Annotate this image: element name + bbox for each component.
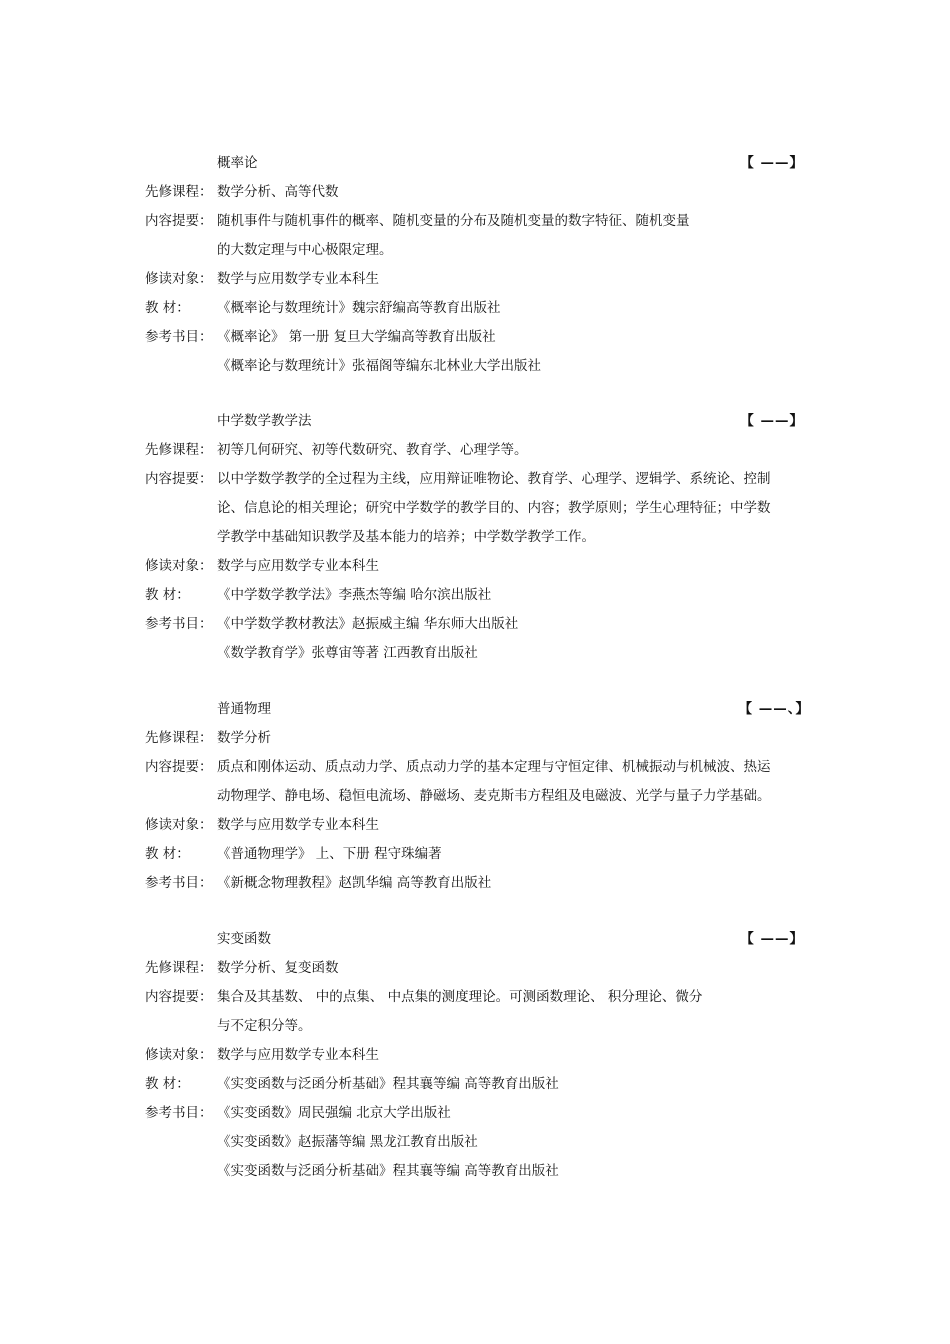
audience-value: 数学与应用数学专业本科生 [217, 558, 379, 574]
course-header [145, 695, 810, 724]
refs-label: 参考书目： [145, 875, 213, 891]
audience-row [145, 1041, 810, 1070]
course-code: 【 ——】 [740, 931, 804, 947]
summary-row [145, 465, 810, 494]
summary-line: 质点和刚体运动、质点动力学、质点动力学的基本定理与守恒定律、机械振动与机械波、热运 [217, 759, 771, 775]
refs-label: 参考书目： [145, 616, 213, 632]
course-physics [145, 695, 810, 898]
summary-label: 内容提要： [145, 213, 213, 229]
textbook-value: 《概率论与数理统计》魏宗舒编高等教育出版社 [217, 300, 501, 316]
course-header [145, 925, 810, 954]
textbook-value: 《实变函数与泛函分析基础》程其襄等编 高等教育出版社 [217, 1076, 559, 1092]
prereq-label: 先修课程： [145, 960, 213, 976]
summary-row [145, 753, 810, 782]
textbook-label: 教 材： [145, 846, 190, 862]
refs-row [145, 869, 810, 898]
ref-item: 《中学数学教材教法》赵振威主编 华东师大出版社 [217, 616, 519, 632]
summary-label: 内容提要： [145, 471, 213, 487]
refs-label: 参考书目： [145, 329, 213, 345]
ref-item: 《概率论》 第一册 复旦大学编高等教育出版社 [217, 329, 496, 345]
summary-line: 随机事件与随机事件的概率、随机变量的分布及随机变量的数字特征、随机变量 [217, 213, 690, 229]
audience-value: 数学与应用数学专业本科生 [217, 1047, 379, 1063]
prereq-row [145, 954, 810, 983]
refs-label: 参考书目： [145, 1105, 213, 1121]
prereq-value: 数学分析 [217, 730, 271, 746]
course-real-analysis [145, 925, 810, 1186]
audience-label: 修读对象： [145, 558, 213, 574]
course-code: 【 ——、】 [738, 701, 810, 717]
refs-row [145, 323, 810, 352]
summary-line: 的大数定理与中心极限定理。 [217, 242, 393, 258]
course-title: 中学数学教学法 [217, 413, 312, 429]
prereq-label: 先修课程： [145, 184, 213, 200]
prereq-row [145, 724, 810, 753]
ref-item: 《实变函数》周民强编 北京大学出版社 [217, 1105, 451, 1121]
textbook-label: 教 材： [145, 300, 190, 316]
course-title: 普通物理 [217, 701, 271, 717]
audience-label: 修读对象： [145, 1047, 213, 1063]
audience-value: 数学与应用数学专业本科生 [217, 271, 379, 287]
course-teaching-method [145, 407, 810, 668]
summary-line: 动物理学、静电场、稳恒电流场、静磁场、麦克斯韦方程组及电磁波、光学与量子力学基础。 [217, 788, 771, 804]
summary-label: 内容提要： [145, 989, 213, 1005]
summary-line: 集合及其基数、 中的点集、 中点集的测度理论。可测函数理论、 积分理论、微分 [217, 989, 703, 1005]
summary-label: 内容提要： [145, 759, 213, 775]
summary-line: 论、信息论的相关理论；研究中学数学的教学目的、内容；教学原则；学生心理特征；中学数 [217, 500, 771, 516]
audience-row [145, 811, 810, 840]
prereq-value: 初等几何研究、初等代数研究、教育学、心理学等。 [217, 442, 528, 458]
course-code: 【 ——】 [740, 413, 804, 429]
ref-item: 《概率论与数理统计》张福阁等编东北林业大学出版社 [217, 358, 541, 374]
textbook-value: 《中学数学教学法》李燕杰等编 哈尔滨出版社 [217, 587, 492, 603]
prereq-row [145, 178, 810, 207]
textbook-row [145, 1070, 810, 1099]
refs-row [145, 1099, 810, 1128]
ref-item: 《数学教育学》张尊宙等著 江西教育出版社 [217, 645, 478, 661]
prereq-row [145, 436, 810, 465]
prereq-value: 数学分析、高等代数 [217, 184, 339, 200]
ref-item: 《实变函数与泛函分析基础》程其襄等编 高等教育出版社 [217, 1163, 559, 1179]
course-title: 实变函数 [217, 931, 271, 947]
summary-row [145, 207, 810, 236]
ref-item: 《实变函数》赵振藩等编 黑龙江教育出版社 [217, 1134, 478, 1150]
audience-row [145, 265, 810, 294]
textbook-row [145, 294, 810, 323]
textbook-row [145, 840, 810, 869]
course-probability [145, 149, 810, 381]
prereq-label: 先修课程： [145, 730, 213, 746]
audience-label: 修读对象： [145, 271, 213, 287]
course-header [145, 407, 810, 436]
prereq-label: 先修课程： [145, 442, 213, 458]
textbook-row [145, 581, 810, 610]
summary-line: 学教学中基础知识教学及基本能力的培养；中学数学教学工作。 [217, 529, 595, 545]
audience-row [145, 552, 810, 581]
prereq-value: 数学分析、复变函数 [217, 960, 339, 976]
course-code: 【 ——】 [740, 155, 804, 171]
audience-value: 数学与应用数学专业本科生 [217, 817, 379, 833]
textbook-label: 教 材： [145, 587, 190, 603]
summary-row [145, 983, 810, 1012]
refs-row [145, 610, 810, 639]
ref-item: 《新概念物理教程》赵凯华编 高等教育出版社 [217, 875, 492, 891]
textbook-value: 《普通物理学》 上、下册 程守珠编著 [217, 846, 442, 862]
audience-label: 修读对象： [145, 817, 213, 833]
textbook-label: 教 材： [145, 1076, 190, 1092]
course-title: 概率论 [217, 155, 258, 171]
summary-line: 与不定积分等。 [217, 1018, 312, 1034]
course-header [145, 149, 810, 178]
summary-line: 以中学数学教学的全过程为主线，应用辩证唯物论、教育学、心理学、逻辑学、系统论、控制 [217, 471, 771, 487]
